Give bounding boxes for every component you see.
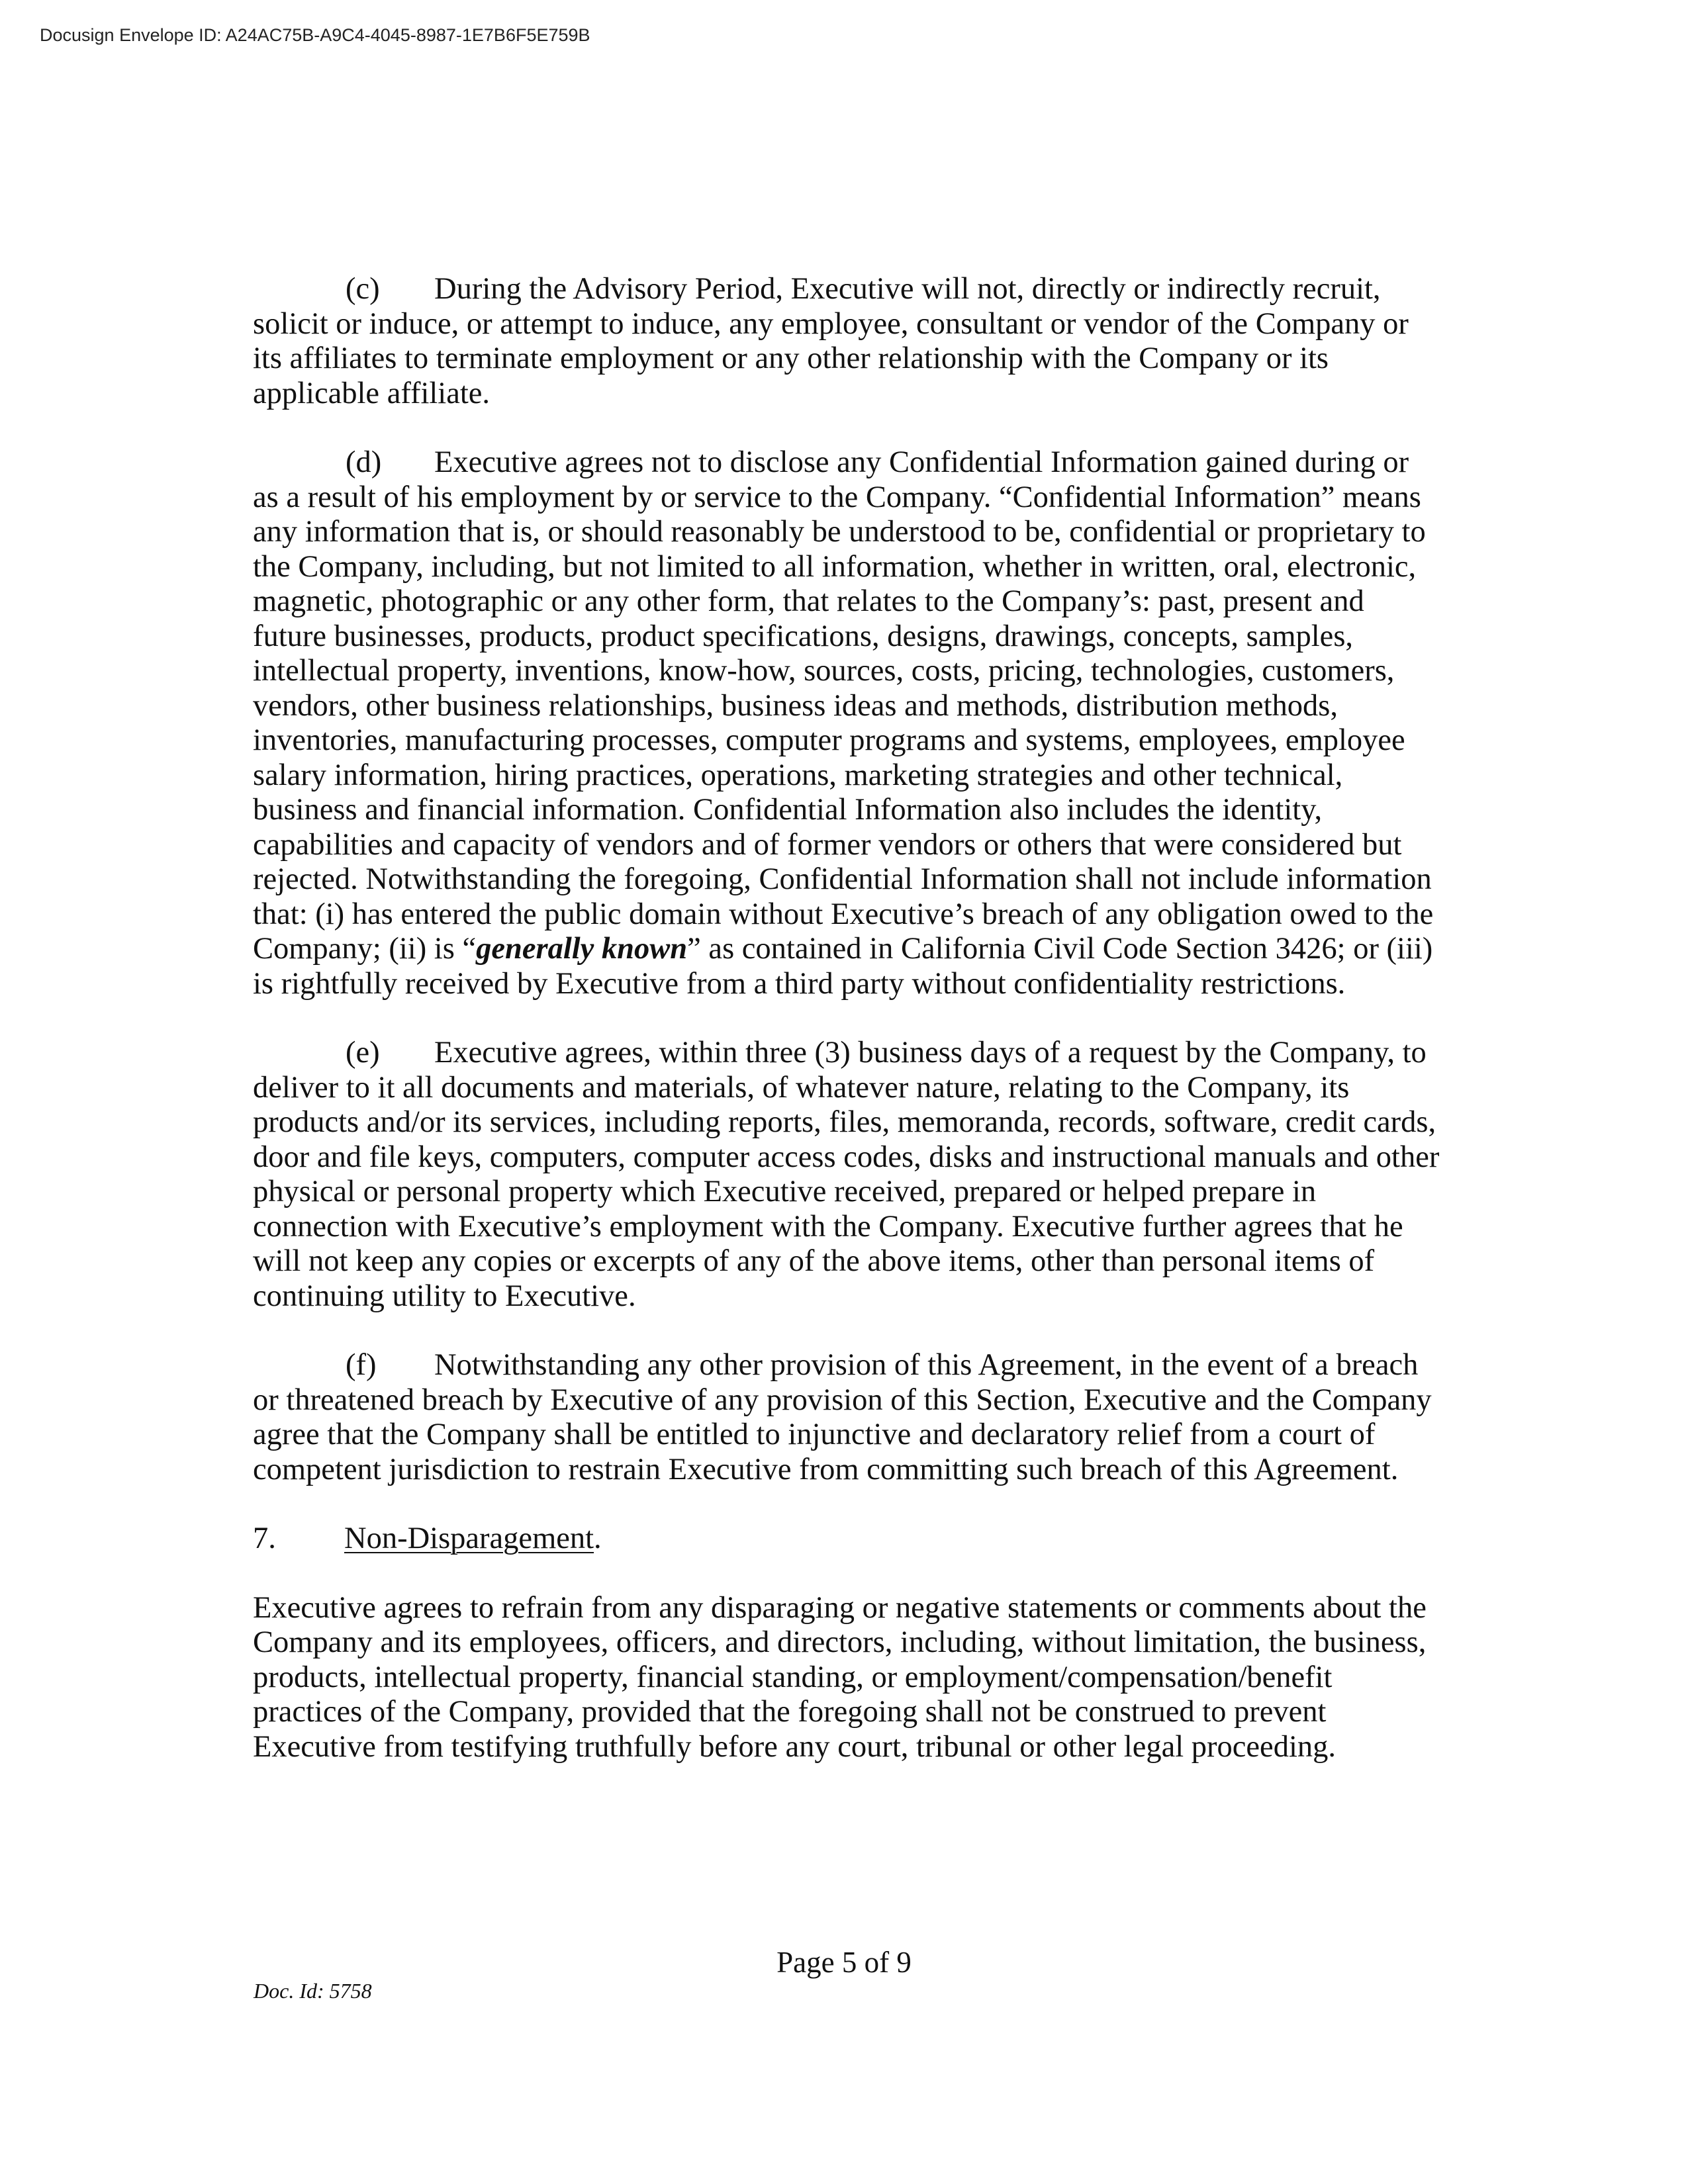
paragraph-f xyxy=(253,1348,1441,1487)
section-7-title: Non-Disparagement xyxy=(344,1522,594,1555)
paragraph-f-marker: (f) xyxy=(346,1348,377,1382)
section-7-paragraph: Executive agrees to refrain from any disparaging or negative statements or comments about the Company and its employees, officers, and directors, including, without limitation, the business, products, intellectual property, financial standing, or employment/compensation/benefit practices of the Company, provided that the foregoing shall not be construed to prevent Executive from testifying truthfully before any court, tribunal or other legal proceeding. xyxy=(253,1590,1427,1764)
section-7-number: 7. xyxy=(253,1522,276,1555)
paragraph-c-marker: (c) xyxy=(346,272,380,306)
paragraph-c-text: During the Advisory Period, Executive will not, directly or indirectly recruit, solicit or induce, or attempt to induce, any employee, consultant or vendor of the Company or its affiliates to terminate employment or any other relationship with the Company or its applicable affiliate. xyxy=(253,272,1409,410)
paragraph-e-text: Executive agrees, within three (3) business days of a request by the Company, to deliver to it all documents and materials, of whatever nature, relating to the Company, its products and/or its services, including reports, files, memoranda, records, software, credit cards, door and file keys, computers, computer access codes, disks and instructional manuals and other physical or personal property which Executive received, prepared or helped prepare in connection with Executive’s employment with the Company. Executive further agrees that he will not keep any copies or excerpts of any of the above items, other than personal items of continuing utility to Executive. xyxy=(253,1036,1440,1313)
paragraph-e xyxy=(253,1036,1441,1314)
doc-id: Doc. Id: 5758 xyxy=(254,1979,372,2003)
document-body xyxy=(253,272,1441,1799)
paragraph-d-marker: (d) xyxy=(346,445,382,479)
docusign-envelope-id: Docusign Envelope ID: A24AC75B-A9C4-4045-8987-1E7B6F5E759B xyxy=(40,25,590,45)
section-7-title-period: . xyxy=(594,1522,602,1555)
paragraph-f-text: Notwithstanding any other provision of this Agreement, in the event of a breach or threatened breach by Executive of any provision of this Section, Executive and the Company agree that the Company shall be entitled to injunctive and declaratory relief from a court of competent jurisdiction to restrain Executive from committing such breach of this Agreement. xyxy=(253,1348,1432,1486)
paragraph-d-text-after: ” as contained in California Civil Code Section 3426; or (iii) is rightfully received by Executive from a third party without confidentiality restrictions. xyxy=(253,932,1433,1001)
generally-known-emphasis: generally known xyxy=(476,932,688,966)
section-7-heading xyxy=(253,1522,1441,1557)
page-number: Page 5 of 9 xyxy=(776,1946,912,1979)
paragraph-d xyxy=(253,445,1441,1001)
paragraph-e-marker: (e) xyxy=(346,1036,380,1069)
paragraph-c xyxy=(253,272,1441,411)
paragraph-d-text-before: Executive agrees not to disclose any Confidential Information gained during or as a result of his employment by or service to the Company. “Confidential Information” means any information that is, or should reasonably be understood to be, confidential or proprietary to the Company, including, but not limited to all information, whether in written, oral, electronic, magnetic, photographic or any other form, that relates to the Company’s: past, present and future businesses, products, product specifications, designs, drawings, concepts, samples, intellectual property, inventions, know-how, sources, costs, pricing, technologies, customers, vendors, other business relationships, business ideas and methods, distribution methods, inventories, manufacturing processes, computer programs and systems, employees, employee salary information, hiring practices, operations, marketing strategies and other technical, business and financial information. Confidential Information also includes the identity, capabilities and capacity of vendors and of former vendors or others that were considered but rejected. Notwithstanding the foregoing, Confidential Information shall not include information that: (i) has entered the public domain without Executive’s breach of any obligation owed to the Company; (ii) is “ xyxy=(253,445,1434,966)
